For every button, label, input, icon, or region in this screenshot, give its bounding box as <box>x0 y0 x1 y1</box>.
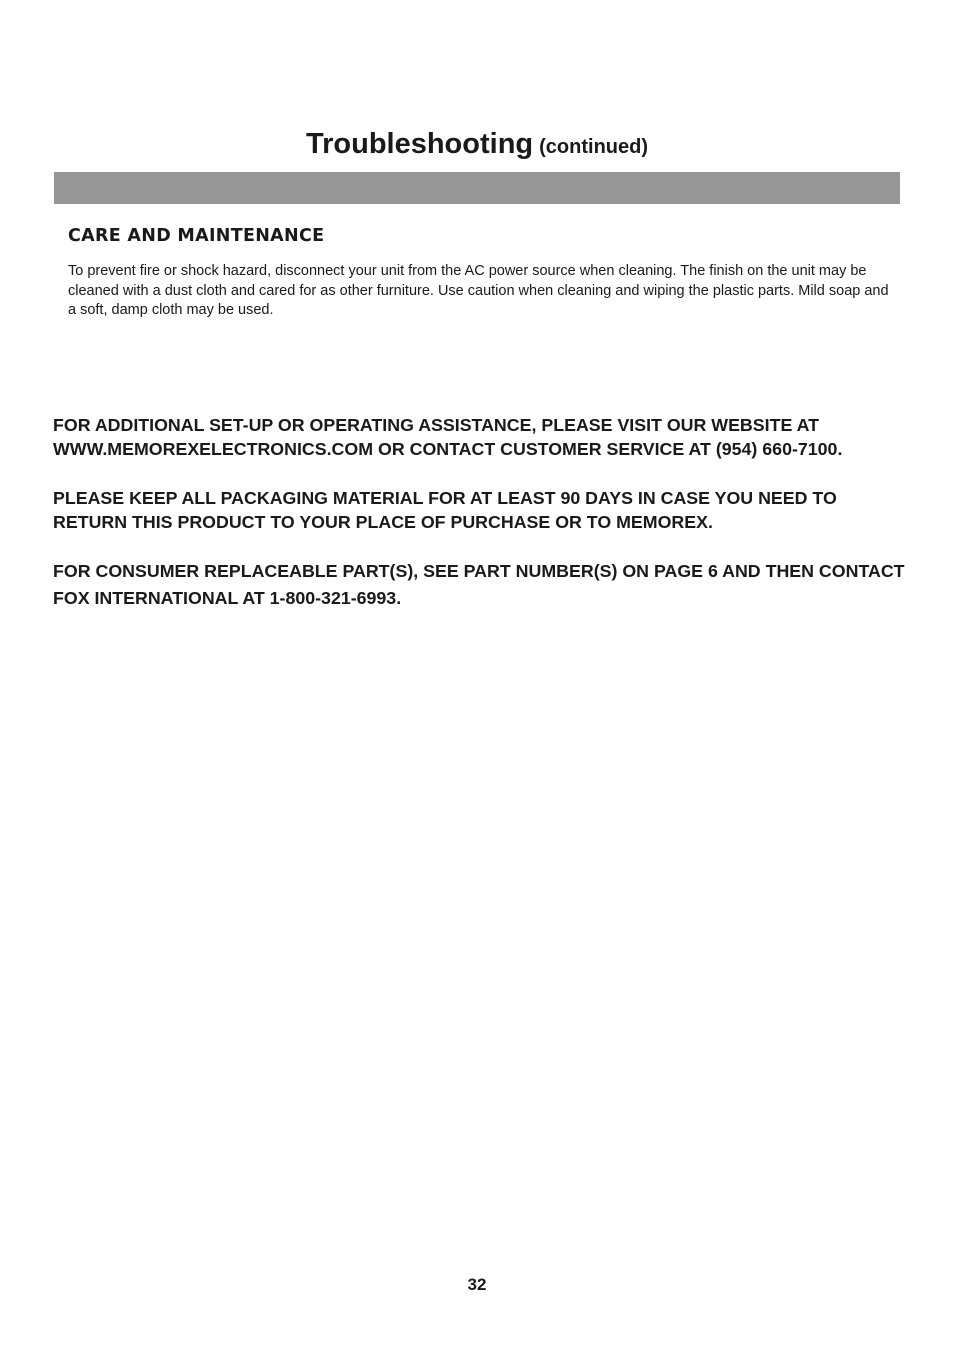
page-title <box>0 124 954 161</box>
header-divider-bar <box>54 172 900 204</box>
page-title-main: Troubleshooting <box>305 128 534 160</box>
page-number: 32 <box>467 1275 487 1294</box>
care-maintenance-heading: CARE AND MAINTENANCE <box>68 226 325 246</box>
assistance-notice: FOR ADDITIONAL SET-UP OR OPERATING ASSISTANCE, PLEASE VISIT OUR WEBSITE AT WWW.MEMOREXELECTRONICS.COM OR CONTACT CUSTOMER SERVICE AT (954) 660-7100. <box>53 415 843 459</box>
packaging-notice: PLEASE KEEP ALL PACKAGING MATERIAL FOR AT LEAST 90 DAYS IN CASE YOU NEED TO RETURN THIS PRODUCT TO YOUR PLACE OF PURCHASE OR TO MEMOREX. <box>53 488 837 532</box>
care-maintenance-text: To prevent fire or shock hazard, disconnect your unit from the AC power source when cleaning. The finish on the unit may be cleaned with a dust cloth and cared for as other furniture. Use caution when cleaning and wiping the plastic parts. Mild soap and a soft, damp cloth may be used. <box>68 263 889 319</box>
replacement-parts-notice: FOR CONSUMER REPLACEABLE PART(S), SEE PART NUMBER(S) ON PAGE 6 AND THEN CONTACT FOX INTERNATIONAL AT 1-800-321-6993. <box>53 561 905 608</box>
page-title-continued: (continued) <box>539 136 649 158</box>
